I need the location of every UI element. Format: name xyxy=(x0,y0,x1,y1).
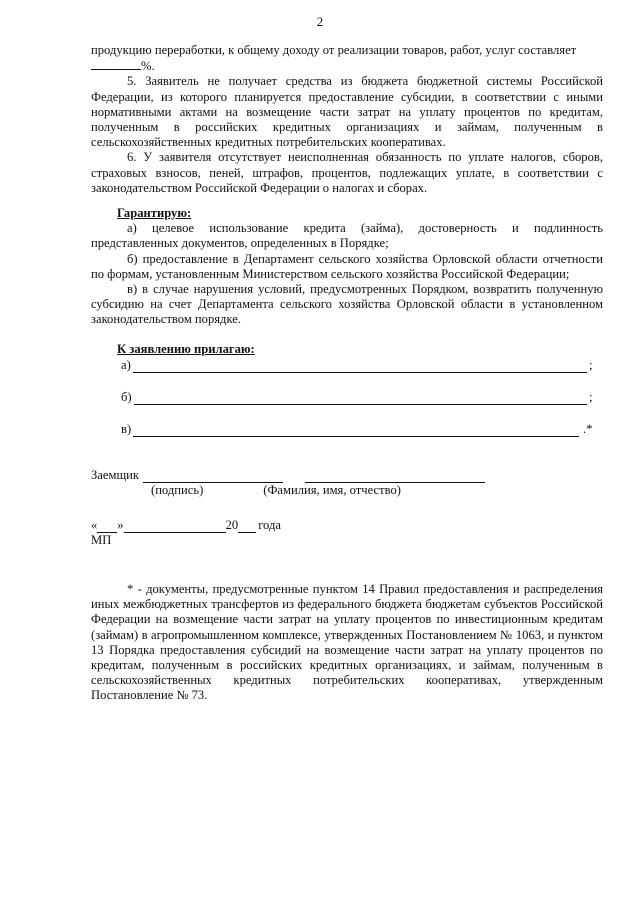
guarantee-heading: Гарантирую: xyxy=(117,206,192,221)
date-month-blank[interactable] xyxy=(124,520,226,533)
guarantee-item-b: б) предоставление в Департамент сельского хозяйства Орловской области отчетности по формам, установленным Министерством сельского хозяйства Российской Федерации; xyxy=(91,251,603,281)
percentage-blank[interactable] xyxy=(91,58,141,70)
date-year-suffix: года xyxy=(258,517,281,532)
attachment-blank-a[interactable] xyxy=(133,360,587,373)
attachment-label-b: б) xyxy=(121,389,132,404)
date-year-prefix: 20 xyxy=(225,517,239,532)
date-day-blank[interactable] xyxy=(97,520,117,533)
signature-blank[interactable] xyxy=(143,470,283,483)
date-open-quote: « xyxy=(91,517,98,532)
percentage-sign: %. xyxy=(141,59,155,74)
page-number: 2 xyxy=(316,14,324,29)
attachment-label-a: а) xyxy=(121,357,131,372)
attachment-line-b[interactable] xyxy=(121,389,603,405)
footnote xyxy=(91,582,603,704)
percentage-line xyxy=(91,58,603,74)
full-name-caption: (Фамилия, имя, отчество) xyxy=(263,482,401,497)
signature-captions xyxy=(91,483,603,499)
paragraph-5: 5. Заявитель не получает средства из бюджета бюджетной системы Российской Федерации, из которого планируется предоставление субсидии, в соответствии с иными нормативными актами на возмещение части затрат на уплату процентов по кредитам, полученным в российских кредитных организациях и займам, полученным в сельскохозяйственных кредитных потребительских кооперативах. xyxy=(91,74,603,150)
attachment-line-c[interactable] xyxy=(121,421,603,437)
guarantee-item-c: в) в случае нарушения условий, предусмотренных Порядком, возвратить полученную субсидию на счет Департамента сельского хозяйства Орловской области в установленном законодательством порядке. xyxy=(91,282,603,327)
date-year-blank[interactable] xyxy=(238,520,256,533)
attachment-end-c: .* xyxy=(583,421,593,436)
paragraph-6: 6. У заявителя отсутствует неисполненная обязанность по уплате налогов, сборов, страховых взносов, пеней, штрафов, процентов, подлежащих уплате, в соответствии с законодательством Российской Федерации о налогах и сборах. xyxy=(91,150,603,195)
attachment-end-a: ; xyxy=(589,357,593,372)
signature-row xyxy=(91,467,603,483)
document-body xyxy=(91,43,603,704)
attachment-blank-b[interactable] xyxy=(134,392,587,405)
date-row xyxy=(91,517,603,533)
borrower-label: Заемщик xyxy=(91,467,140,482)
footnote-text: * - документы, предусмотренные пунктом 14 Правил предоставления и распределения иных межбюджетных трансфертов из федерального бюджета бюджетам субъектов Российской Федерации на возмещение части затрат на уплату процентов по инвестиционным кредитам (займам) в агропромышленном комплексе, утвержденных Постановлением № 1063, и пунктом 13 Порядка предоставления субсидий на возмещение части затрат на уплату процентов по кредитам, полученным в российских кредитных организациях, и займам, полученным в сельскохозяйственных кредитных потребительских кооперативах, утвержденным Постановление № 73. xyxy=(91,582,603,703)
attachment-end-b: ; xyxy=(589,389,593,404)
guarantee-item-a: а) целевое использование кредита (займа), достоверность и подлинность представленных документов, определенных в Порядке; xyxy=(91,221,603,251)
attachment-label-c: в) xyxy=(121,421,132,436)
continuation-text: продукцию переработки, к общему доходу от реализации товаров, работ, услуг составляет xyxy=(91,43,577,57)
attachment-line-a[interactable] xyxy=(121,357,603,373)
attachments-heading: К заявлению прилагаю: xyxy=(117,341,255,356)
stamp-label: МП xyxy=(91,532,112,547)
paragraph-continuation xyxy=(91,43,603,58)
signature-caption: (подпись) xyxy=(151,482,204,497)
full-name-blank[interactable] xyxy=(305,470,485,483)
date-close-quote: » xyxy=(117,517,124,532)
attachment-blank-c[interactable] xyxy=(133,424,579,437)
